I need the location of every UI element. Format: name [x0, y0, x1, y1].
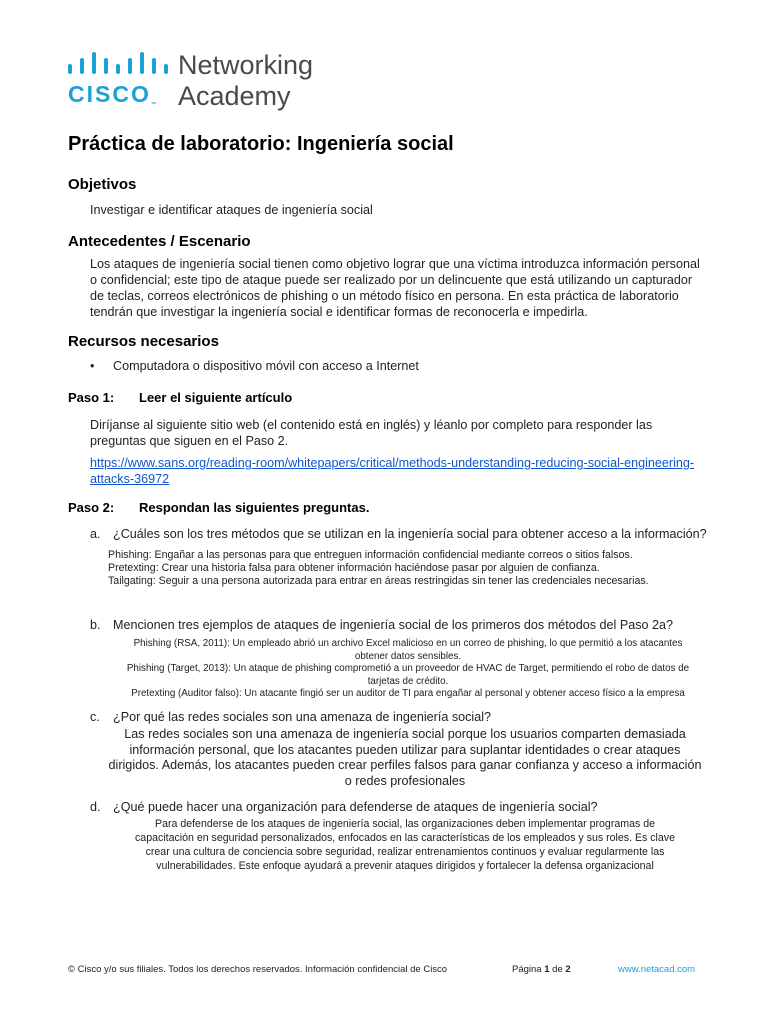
question-d-letter: d.: [90, 800, 101, 814]
page-title: Práctica de laboratorio: Ingeniería social: [68, 133, 454, 155]
question-b-letter: b.: [90, 618, 101, 632]
step1-text: Diríjanse al siguiente sitio web (el contenido está en inglés) y léanlo por completo para responder las preguntas que siguen en el Paso 2.: [90, 418, 653, 448]
step1-heading: Paso 1: Leer el siguiente artículo: [68, 390, 293, 405]
article-link[interactable]: https://www.sans.org/reading-room/whitepapers/critical/methods-understanding-reducing-social-engineering- attacks-36972: [90, 456, 695, 486]
background-text: Los ataques de ingeniería social tienen como objetivo lograr que una víctima introduzca información personal o confidencial; este tipo de ataque puede ser realizado por un delincuente que está utilizando un capturador de teclas, correos electrónicos de phishing o un método físico en persona. En esta práctica de laboratorio tendrán que investigar la ingeniería social e identificar formas de reconocerla e impedirla.: [90, 257, 700, 319]
question-c-text: ¿Por qué las redes sociales son una amenaza de ingeniería social?: [113, 710, 492, 724]
answer-b: Phishing (RSA, 2011): Un empleado abrió un archivo Excel malicioso en un correo de phishing, lo que permitió a los atacantes obtener datos sensibles. Phishing (Target, 2013): Un ataque de phishing comprometió a un proveedor de HVAC de Target, permitiendo el robo de datos de tarjetas de crédito. Pretexting (Auditor falso): Un atacante fingió ser un auditor de TI para engañar al personal y obtener acceso físico a la empresa: [126, 638, 690, 699]
question-d-text: ¿Qué puede hacer una organización para defenderse de ataques de ingeniería social?: [113, 800, 598, 814]
answer-d: Para defenderse de los ataques de ingeniería social, las organizaciones deben implementar programas de capacitación en seguridad personalizados, enfocados en las características de los empleados y sus roles. Es clave crear una cultura de conciencia sobre seguridad, realizar entrenamientos continuos y evaluar regularmente las vulnerabilidades. Este enfoque ayudará a prevenir ataques dirigidos y fortalecer la defensa organizacional: [135, 818, 675, 872]
footer-page-number: Página 1 de 2: [512, 964, 571, 975]
question-c-letter: c.: [90, 710, 100, 724]
logo-networking-text: Networking: [178, 50, 314, 80]
question-a-text: ¿Cuáles son los tres métodos que se utilizan en la ingeniería social para obtener acceso a la información?: [113, 527, 707, 541]
logo-academy-text: Academy: [178, 81, 291, 111]
objectives-heading: Objetivos: [68, 176, 137, 193]
resources-list-item: • Computadora o dispositivo móvil con acceso a Internet: [90, 359, 419, 373]
answer-c: Las redes sociales son una amenaza de ingeniería social porque los usuarios comparten demasiada información personal, que los atacantes pueden utilizar para suplantar identidades o crear ataques dirigidos. Además, los atacantes pueden crear perfiles falsos para ganar confianza y acceso a información o redes profesionales: [108, 727, 702, 788]
objectives-text: Investigar e identificar ataques de ingeniería social: [90, 203, 373, 217]
background-heading: Antecedentes / Escenario: [68, 233, 251, 250]
question-a-letter: a.: [90, 527, 101, 541]
bullet-icon: •: [90, 359, 95, 373]
question-b-text: Mencionen tres ejemplos de ataques de ingeniería social de los primeros dos métodos del Paso 2a?: [113, 618, 674, 632]
footer-website-link[interactable]: www.netacad.com: [618, 964, 696, 975]
answer-a: Phishing: Engañar a las personas para que entreguen información confidencial mediante correos o sitios falsos. Pretexting: Crear una historia falsa para obtener información haciéndose pasar por alguien de confianza. Tailgating: Seguir a una persona autorizada para entrar en áreas restringidas sin tener las credenciales necesarias.: [108, 549, 649, 587]
step2-heading: Paso 2: Respondan las siguientes preguntas.: [68, 500, 370, 515]
cisco-wordmark: CISCO™: [68, 81, 157, 108]
footer-copyright: © Cisco y/o sus filiales. Todos los derechos reservados. Información confidencial de Cisco: [68, 964, 448, 975]
resources-heading: Recursos necesarios: [68, 333, 219, 350]
